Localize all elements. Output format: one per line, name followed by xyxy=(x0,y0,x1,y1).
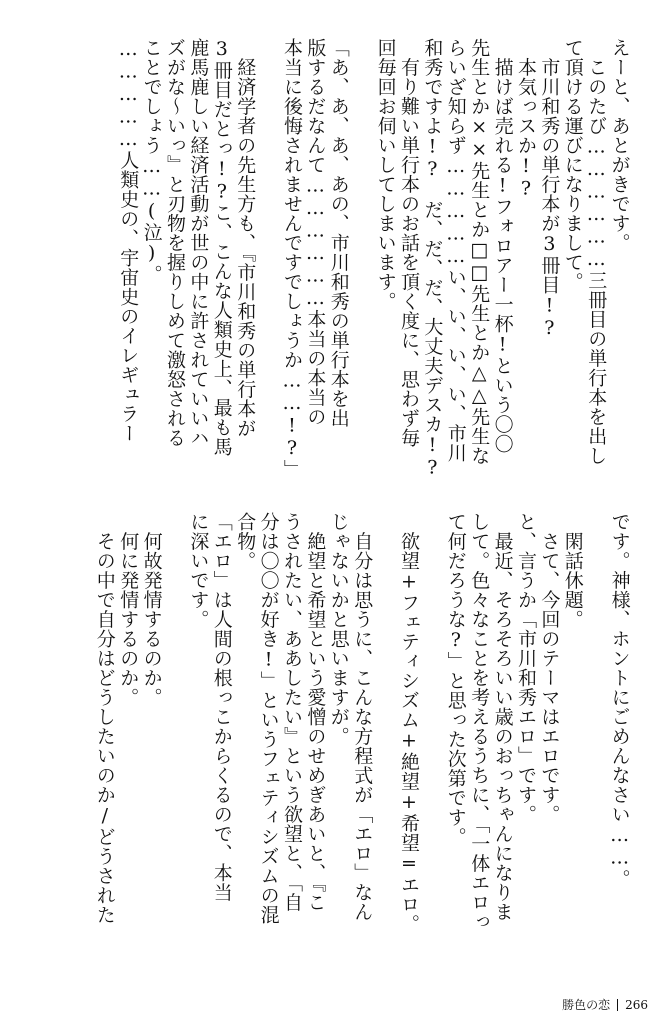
text-column: 本当に後悔されませんですでしょうか……!?」 xyxy=(281,38,303,479)
text-column: えーと、あとがきです。 xyxy=(608,38,631,253)
text-column: して。色々なことを考えるうちに、「一体エロっ xyxy=(468,512,491,932)
text-column: 合物。 xyxy=(234,512,257,571)
text-column: 絶望と希望という愛憎のせめぎあいと、『こ xyxy=(304,512,327,912)
text-column: さて、今回のテーマはエロです。 xyxy=(538,512,561,824)
text-column: て頂ける運びになりまして。 xyxy=(561,38,584,292)
text-column: と、言うか「市川和秀エロ」です。 xyxy=(515,512,537,824)
text-column: 回毎回お伺いしてしまいます。 xyxy=(374,38,397,311)
text-column: 3冊目だとっ!?こ、こんな人類史上、最も馬 xyxy=(210,38,233,457)
text-column: 版するだなんて………………本当の本当の xyxy=(304,38,327,427)
text-column: うされたい、ああしたい』という欲望と、「自 xyxy=(281,512,303,912)
text-column: 最近、そろそろいい歳のおっちゃんになりま xyxy=(491,512,514,922)
text-column: 何故発情するのか。 xyxy=(140,512,163,707)
text-column: ことでしょう……(泣)。 xyxy=(140,38,163,284)
text-column: 自分は思うに、こんな方程式が「エロ」なん xyxy=(351,512,374,922)
text-column: 「エロ」は人間の根っこからくるので、本当 xyxy=(210,512,233,902)
text-column: ズがな〜いっ』と刃物を握りしめて激怒される xyxy=(164,38,186,448)
text-column: ……………人類史の、宇宙史のイレギュラー xyxy=(117,38,140,443)
text-column: 先生とか××先生とか□□先生とか△△先生な xyxy=(468,38,491,466)
text-column: じゃないかと思いますが。 xyxy=(327,512,350,746)
text-column: 本気っスか!? xyxy=(515,38,537,200)
text-column: 何に発情するのか。 xyxy=(117,512,140,707)
text-column: 鹿馬鹿しい経済活動が世の中に許されていいハ xyxy=(187,38,210,448)
footer-separator xyxy=(617,999,618,1011)
text-column: 描けば売れる!フォロアー一杯!という〇〇 xyxy=(491,38,514,454)
text-column: に深いです。 xyxy=(187,512,210,629)
text-column: 閑話休題。 xyxy=(561,512,584,629)
text-column: です。神様、ホントにごめんなさい……。 xyxy=(608,512,631,889)
text-column: 「あ、あ、あ、あの、市川和秀の単行本を出 xyxy=(327,38,350,428)
page-footer xyxy=(562,996,648,1013)
page-number: 266 xyxy=(625,997,648,1012)
text-column: 市川和秀の単行本が3冊目!? xyxy=(538,38,561,340)
text-column: 欲望+フェティシズム+絶望+希望=エロ。 xyxy=(398,512,420,934)
text-column: このたび………………三冊目の単行本を出し xyxy=(585,38,608,466)
text-column: 和秀ですよ!? だ、だ、だ、大丈夫デスカ!? xyxy=(421,38,444,479)
text-column: て何だろうな?」と思った次第です。 xyxy=(444,512,467,847)
text-column: 有り難い単行本のお話を頂く度に、思わず毎 xyxy=(398,38,420,448)
text-column: 経済学者の先生方も、『市川和秀の単行本が xyxy=(234,38,257,438)
text-column: らいざ知らず……………い、い、い、い、市川 xyxy=(444,38,467,463)
text-column: その中で自分はどうしたいのか/どうされた xyxy=(93,512,116,925)
book-title: 勝色の恋 xyxy=(562,998,611,1012)
text-column: 分は〇〇が好き!」というフェティシズムの混 xyxy=(257,512,280,925)
